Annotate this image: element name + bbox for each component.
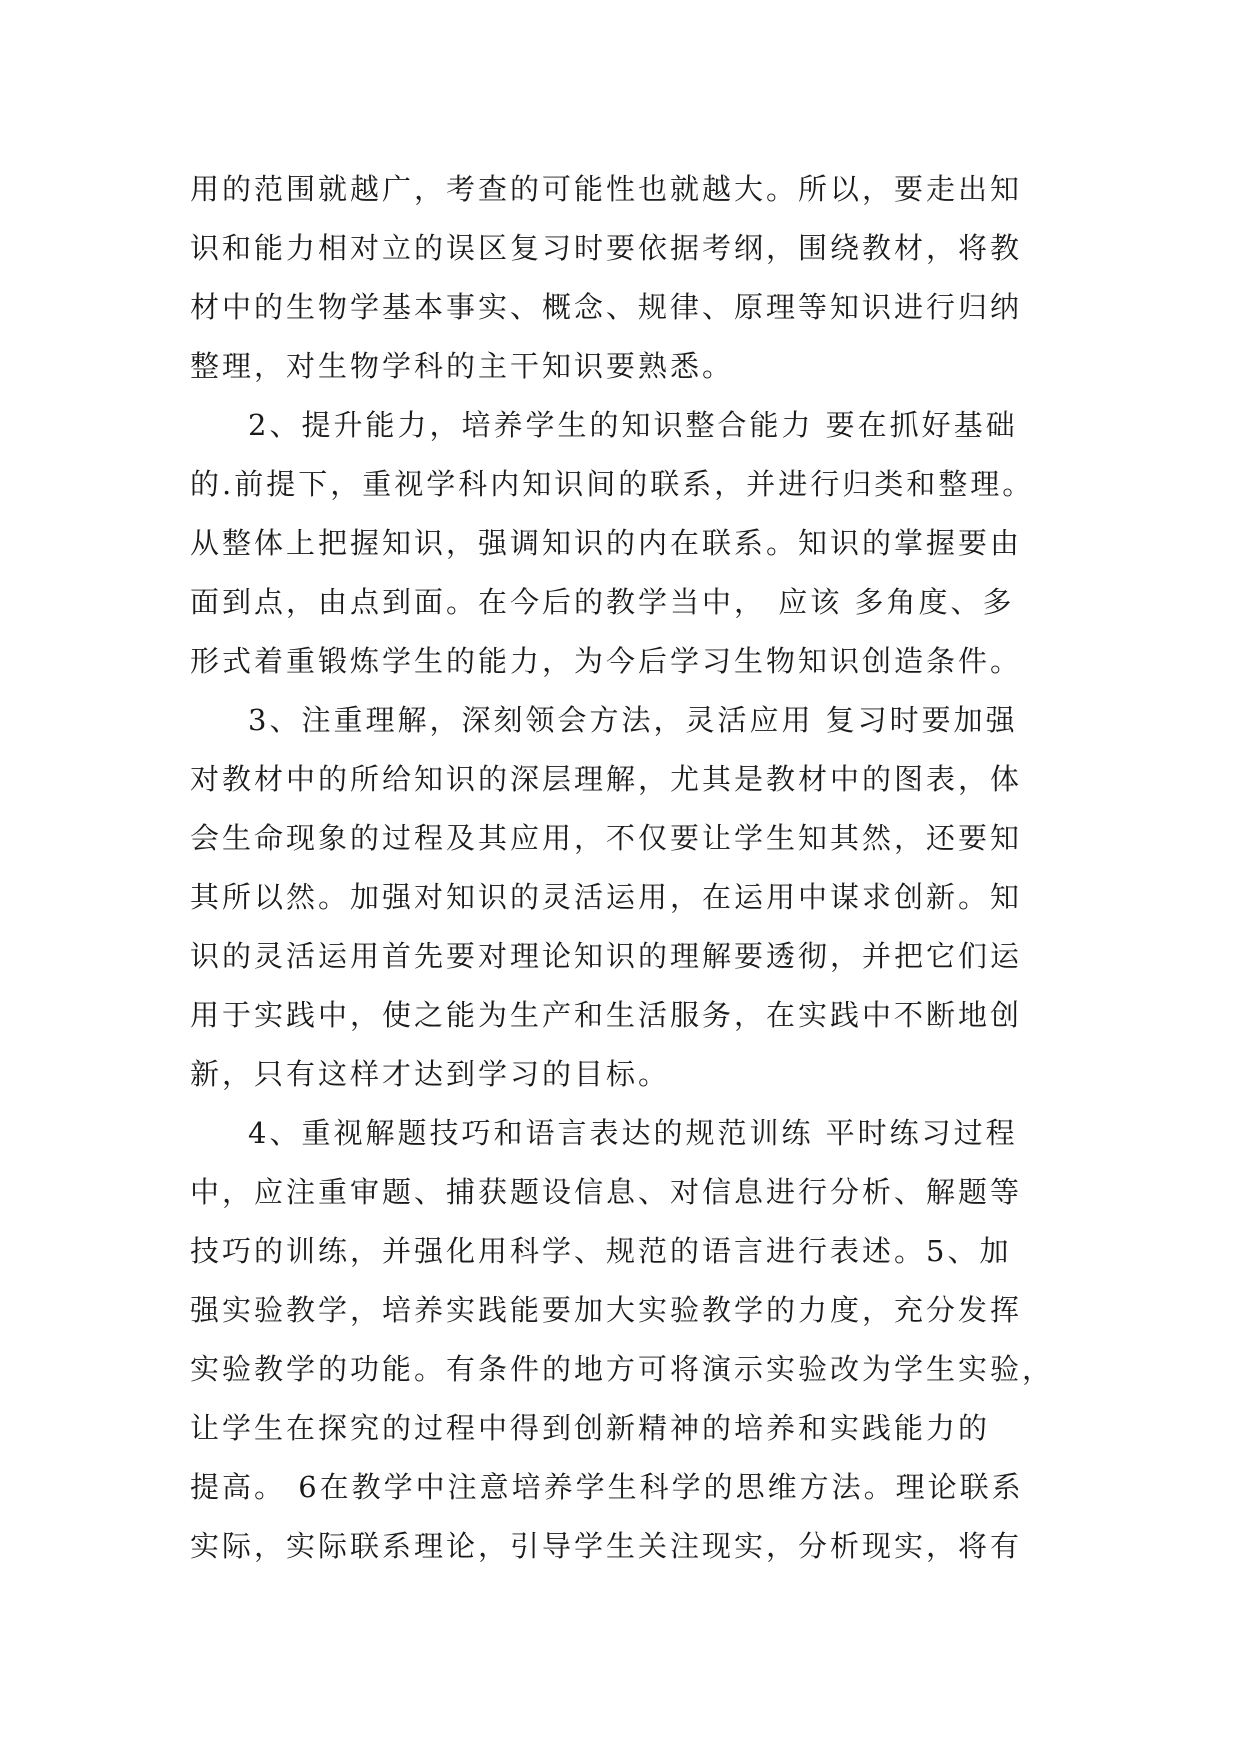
text-line: 的.前提下，重视学科内知识间的联系，并进行归类和整理。 <box>190 467 1035 501</box>
text-line: 材中的生物学基本事实、概念、规律、原理等知识进行归纳 <box>190 290 1023 324</box>
text-line: 实验教学的功能。有条件的地方可将演示实验改为学生实验， <box>190 1352 1055 1386</box>
text-line: 3、注重理解，深刻领会方法，灵活应用 复习时要加强 <box>248 703 1018 737</box>
body-text <box>190 160 1070 1576</box>
text-line: 识的灵活运用首先要对理论知识的理解要透彻，并把它们运 <box>190 939 1023 973</box>
text-line: 形式着重锻炼学生的能力，为今后学习生物知识创造条件。 <box>190 644 1023 678</box>
text-line: 中，应注重审题、捕获题设信息、对信息进行分析、解题等 <box>190 1175 1023 1209</box>
text-line: 会生命现象的过程及其应用，不仅要让学生知其然，还要知 <box>190 821 1023 855</box>
text-line: 面到点，由点到面。在今后的教学当中， 应该 多角度、多 <box>190 585 1015 619</box>
text-line: 整理，对生物学科的主干知识要熟悉。 <box>190 349 735 383</box>
text-line: 用的范围就越广，考查的可能性也就越大。所以，要走出知 <box>190 172 1023 206</box>
text-line: 从整体上把握知识，强调知识的内在联系。知识的掌握要由 <box>190 526 1023 560</box>
text-line: 强实验教学，培养实践能要加大实验教学的力度，充分发挥 <box>190 1293 1023 1327</box>
text-line: 2、提升能力，培养学生的知识整合能力 要在抓好基础 <box>248 408 1018 442</box>
text-line: 其所以然。加强对知识的灵活运用，在运用中谋求创新。知 <box>190 880 1023 914</box>
text-line: 4、重视解题技巧和语言表达的规范训练 平时练习过程 <box>248 1116 1018 1150</box>
text-line: 提高。 6在教学中注意培养学生科学的思维方法。理论联系 <box>190 1470 1024 1504</box>
text-line: 识和能力相对立的误区复习时要依据考纲，围绕教材，将教 <box>190 231 1023 265</box>
text-line: 用于实践中，使之能为生产和生活服务，在实践中不断地创 <box>190 998 1023 1032</box>
text-line: 实际，实际联系理论，引导学生关注现实，分析现实，将有 <box>190 1529 1023 1563</box>
text-line: 对教材中的所给知识的深层理解，尤其是教材中的图表，体 <box>190 762 1023 796</box>
text-line: 新，只有这样才达到学习的目标。 <box>190 1057 671 1091</box>
text-line: 技巧的训练，并强化用科学、规范的语言进行表述。5、加 <box>190 1234 1012 1268</box>
text-line: 让学生在探究的过程中得到创新精神的培养和实践能力的 <box>190 1411 991 1445</box>
